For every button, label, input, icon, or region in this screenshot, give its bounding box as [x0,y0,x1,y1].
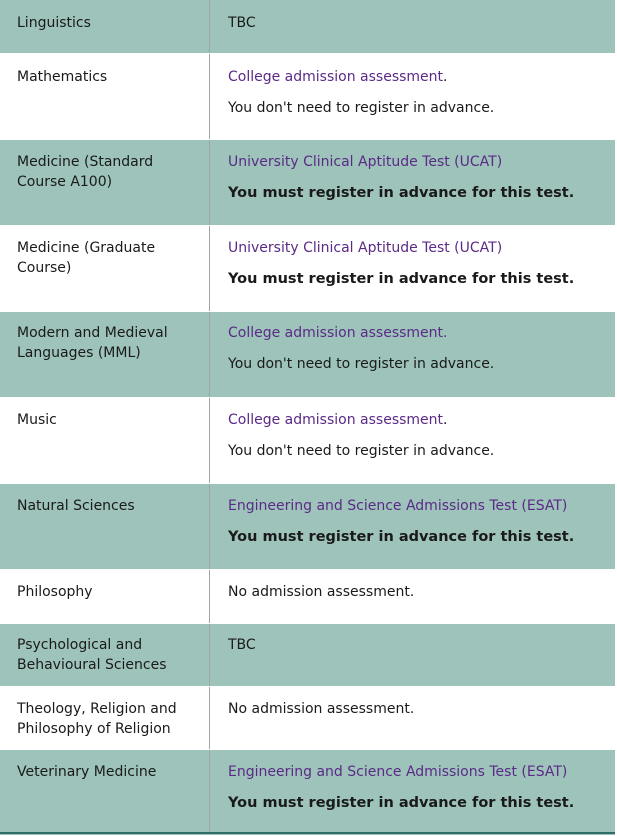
assessment-cell [210,226,615,311]
subject-name: Medicine (Graduate Course) [17,240,156,276]
subject-cell [0,312,210,397]
table-row [0,484,615,570]
assessment-cell [210,624,615,686]
assessment-cell [210,140,615,225]
registration-note: You don't need to register in advance. [228,356,495,372]
subject-cell [0,484,210,569]
subject-name: Medicine (Standard Course A100) [17,154,154,190]
subject-name: Mathematics [17,69,108,85]
assessment-cell [210,54,615,139]
assessment-link[interactable]: Engineering and Science Admissions Test (ESAT) [228,498,568,514]
table-row [0,312,615,398]
assessment-text: TBC [228,637,256,653]
registration-note: You must register in advance for this test. [228,271,575,287]
assessment-link[interactable]: College admission assessment [228,412,444,428]
assessment-link[interactable]: University Clinical Aptitude Test (UCAT) [228,154,503,170]
subject-cell [0,570,210,623]
subject-cell [0,54,210,139]
assessment-link[interactable]: University Clinical Aptitude Test (UCAT) [228,240,503,256]
registration-note: You don't need to register in advance. [228,443,495,459]
assessment-cell [210,570,615,623]
subject-cell [0,624,210,686]
subject-cell [0,226,210,311]
subject-name: Natural Sciences [17,498,135,514]
subject-name: Music [17,412,57,428]
registration-note: You must register in advance for this test. [228,529,575,545]
table-row [0,570,615,624]
table-row [0,0,615,54]
registration-note: You must register in advance for this test. [228,185,575,201]
assessment-link[interactable]: College admission assessment. [228,325,448,341]
table-row [0,624,615,687]
subject-name: Veterinary Medicine [17,764,157,780]
assessment-cell [210,0,615,53]
assessment-cell [210,312,615,397]
table-row [0,750,615,836]
subject-cell [0,0,210,53]
table-row [0,54,615,140]
table-row [0,687,615,750]
subject-cell [0,750,210,835]
subject-name: Theology, Religion and Philosophy of Religion [17,701,177,737]
subject-cell [0,687,210,749]
assessment-link[interactable]: Engineering and Science Admissions Test (ESAT) [228,764,568,780]
subject-name: Philosophy [17,584,93,600]
subject-name: Linguistics [17,15,91,31]
subject-cell [0,140,210,225]
subject-name: Psychological and Behavioural Sciences [17,637,167,673]
subject-name: Modern and Medieval Languages (MML) [17,325,168,361]
assessment-suffix: . [443,412,448,428]
assessment-text: TBC [228,15,256,31]
assessment-cell [210,484,615,569]
table-row [0,140,615,226]
assessment-text: No admission assessment. [228,701,415,717]
table-row [0,226,615,312]
assessment-text: No admission assessment. [228,584,415,600]
table-row [0,398,615,484]
registration-note: You must register in advance for this test. [228,795,575,811]
assessment-suffix: . [443,69,448,85]
assessment-cell [210,750,615,835]
assessment-cell [210,398,615,483]
assessment-link[interactable]: College admission assessment [228,69,444,85]
subject-cell [0,398,210,483]
registration-note: You don't need to register in advance. [228,100,495,116]
assessment-cell [210,687,615,749]
